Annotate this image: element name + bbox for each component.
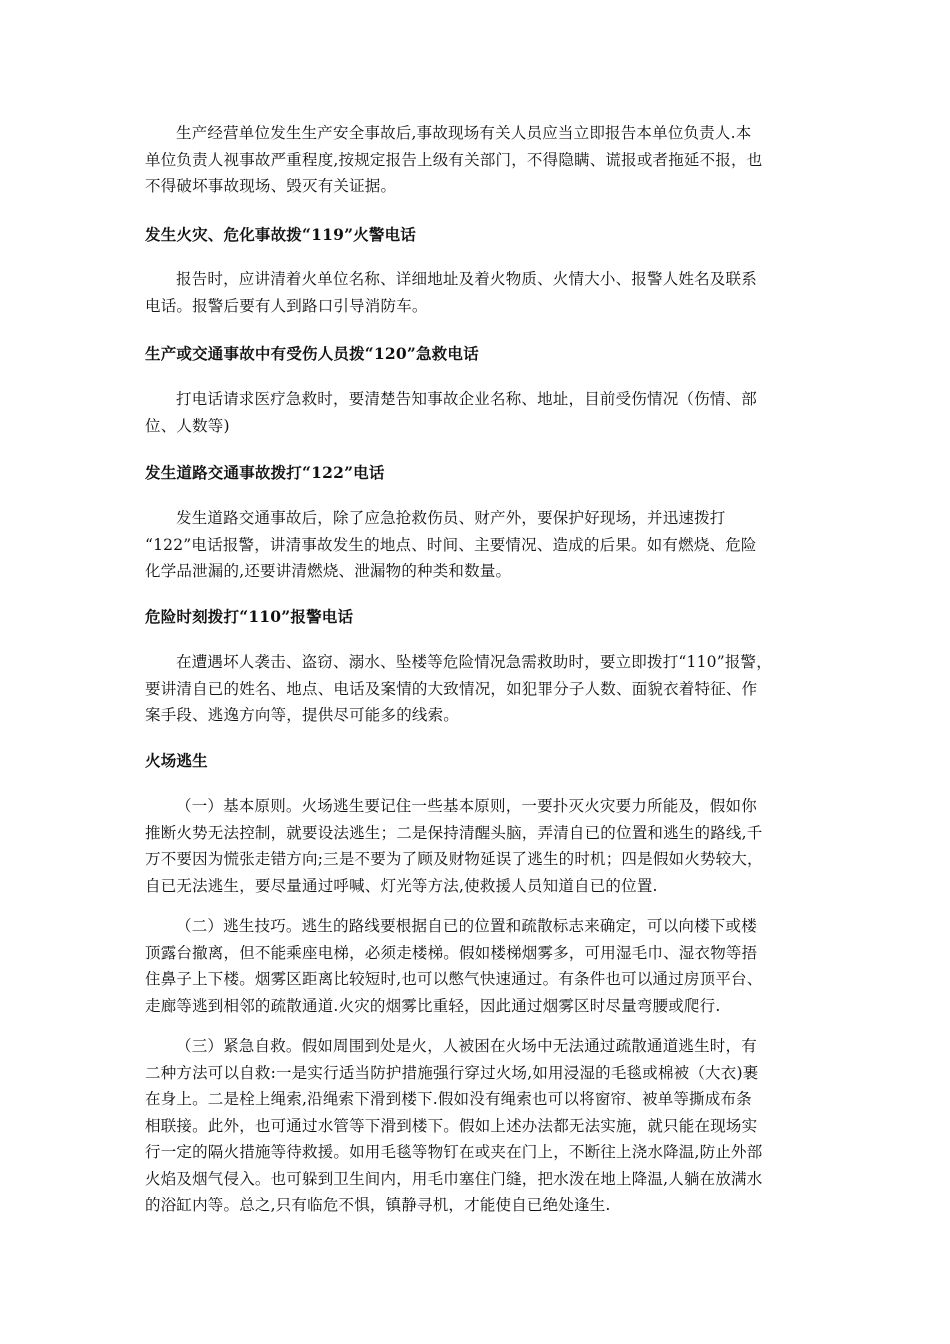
text-line: 电话。报警后要有人到路口引导消防车。 [145,296,428,315]
text-line: 化学品泄漏的,还要讲清燃烧、泄漏物的种类和数量。 [145,562,512,580]
section-paragraph-119 [145,266,815,319]
text-line: 住鼻子上下楼。烟雾区距离比较短时,也可以憋气快速通过。有条件也可以通过房顶平台、 [145,970,763,988]
text-line: 行一定的隔火措施等待救援。如用毛毯等物钉在或夹在门上，不断往上浇水降温,防止外部 [145,1143,763,1161]
text-line: 要讲清自已的姓名、地点、电话及案情的大致情况，如犯罪分子人数、面貌衣着特征、作 [145,679,758,698]
section-heading-119 [145,223,815,247]
section-heading: 生产或交通事故中有受伤人员拨“120”急救电话 [145,344,479,363]
text-line: 不得破坏事故现场、毁灭有关证据。 [145,177,397,195]
text-line: （二）逃生技巧。逃生的路线要根据自已的位置和疏散标志来确定，可以向楼下或楼 [176,917,757,935]
fire-escape-principles [145,793,815,899]
section-heading-122 [145,461,815,485]
section-paragraph-122 [145,505,815,585]
section-heading: 危险时刻拨打“110”报警电话 [145,607,354,626]
text-line: 的浴缸内等。总之,只有临危不惧，镇静寻机，才能使自已绝处逢生. [145,1196,611,1214]
text-line: 发生道路交通事故后，除了应急抢救伤员、财产外，要保护好现场，并迅速拨打 [176,509,726,527]
section-heading: 发生火灾、危化事故拨“119”火警电话 [145,225,416,244]
text-line: 单位负责人视事故严重程度,按规定报告上级有关部门，不得隐瞒、谎报或者拖延不报，也 [145,150,763,169]
text-line: 顶露台撤离，但不能乘座电梯，必须走楼梯。假如楼梯烟雾多，可用湿毛巾、湿衣物等捂 [145,943,758,962]
intro-paragraph [145,120,815,200]
text-line: 走廊等逃到相邻的疏散通道.火灾的烟雾比重轻，因此通过烟雾区时尽量弯腰或爬行. [145,996,721,1015]
section-paragraph-120 [145,386,815,439]
text-line: 案手段、逃逸方向等，提供尽可能多的线索。 [145,706,460,724]
section-heading: 发生道路交通事故拨打“122”电话 [145,463,385,482]
text-line: 二种方法可以自救:一是实行适当防护措施强行穿过火场,如用浸湿的毛毯或棉被（大衣)裹 [145,1063,759,1082]
text-line: （一）基本原则。火场逃生要记住一些基本原则，一要扑灭火灾要力所能及，假如你 [176,797,757,815]
fire-escape-self-rescue [145,1033,815,1219]
text-line: 相联接。此外，也可通过水管等下滑到楼下。假如上述办法都无法实施，就只能在现场实 [145,1116,758,1135]
text-line: （三）紧急自救。假如周围到处是火，人被困在火场中无法通过疏散通道逃生时，有 [176,1037,757,1055]
text-line: 火焰及烟气侵入。也可躲到卫生间内，用毛巾塞住门缝，把水泼在地上降温,人躺在放满水 [145,1169,763,1188]
text-line: 万不要因为慌张走错方向;三是不要为了顾及财物延误了逃生的时机；四是假如火势较大， [145,850,763,868]
text-line: 推断火势无法控制，就要设法逃生；二是保持清醒头脑，弄清自已的位置和逃生的路线,千 [145,823,763,842]
section-heading-fire-escape [145,749,815,773]
text-line: 生产经营单位发生生产安全事故后,事故现场有关人员应当立即报告本单位负责人.本 [176,124,752,142]
text-line: 在身上。二是栓上绳索,沿绳索下滑到楼下.假如没有绳索也可以将窗帘、被单等撕成布条 [145,1090,752,1108]
text-line: 在遭遇坏人袭击、盗窃、溺水、坠楼等危险情况急需救助时，要立即拨打“110”报警， [176,653,772,671]
text-line: 报告时，应讲清着火单位名称、详细地址及着火物质、火情大小、报警人姓名及联系 [176,270,757,288]
section-heading-110 [145,605,815,629]
text-line: 位、人数等) [145,416,230,435]
section-heading-120 [145,342,815,366]
fire-escape-techniques [145,913,815,1019]
text-line: “122”电话报警，讲清事故发生的地点、时间、主要情况、造成的后果。如有燃烧、危险 [145,535,757,554]
section-paragraph-110 [145,649,815,729]
text-line: 自已无法逃生，要尽量通过呼喊、灯光等方法,使救援人员知道自已的位置. [145,876,658,895]
section-heading: 火场逃生 [145,751,208,770]
text-line: 打电话请求医疗急救时，要清楚告知事故企业名称、地址，目前受伤情况（伤情、部 [176,390,757,408]
